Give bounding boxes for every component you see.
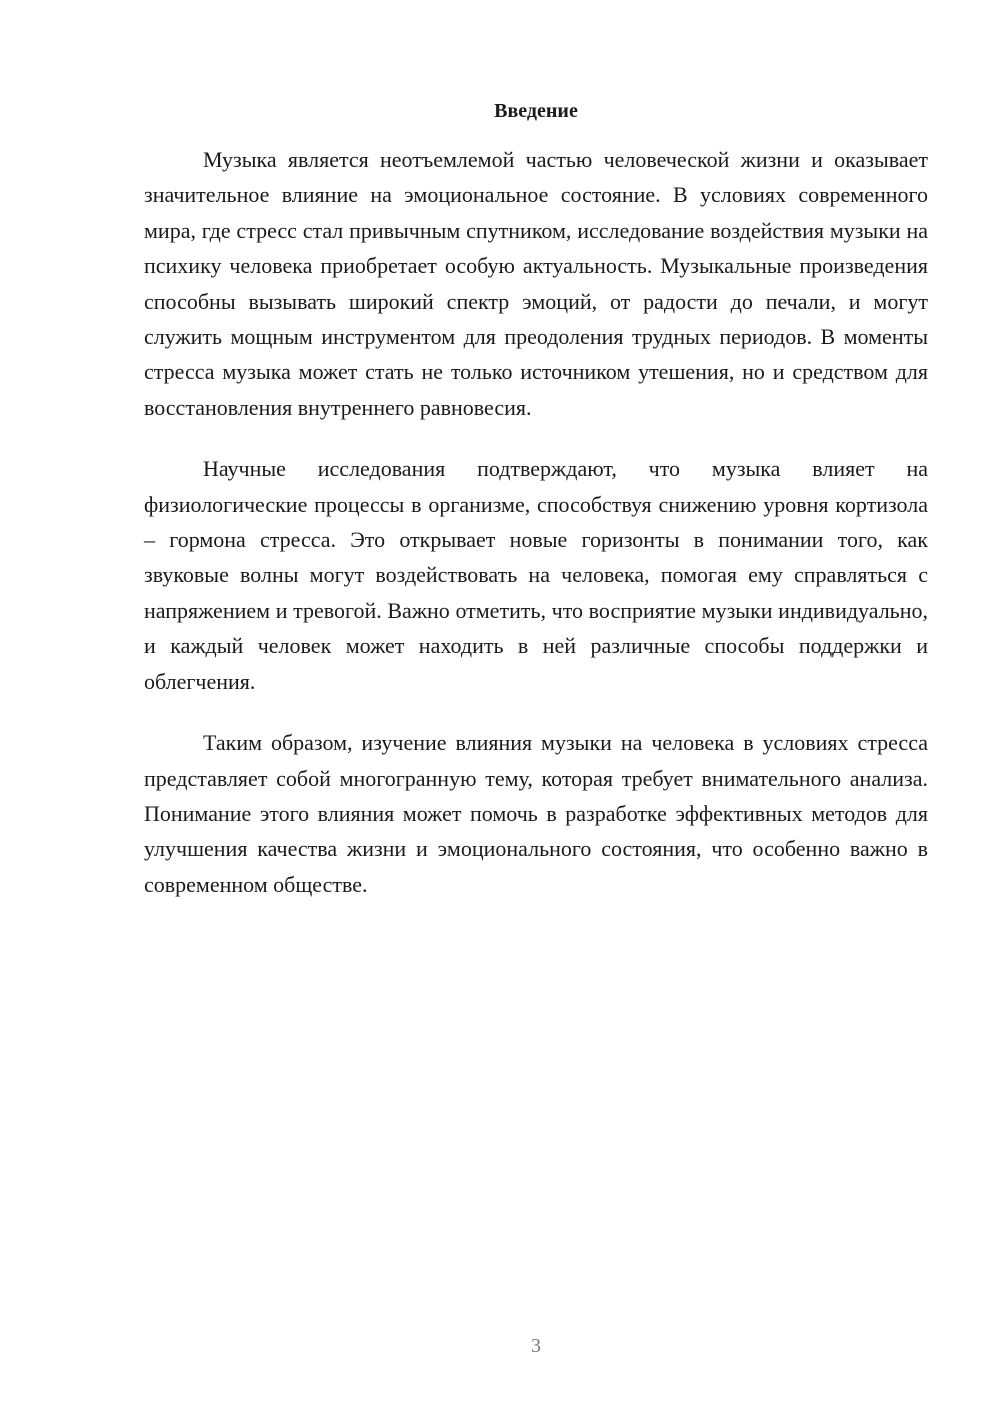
page-number: 3 <box>531 1335 541 1357</box>
paragraph: Таким образом, изучение влияния музыки на человека в условиях стресса представляет собой многогранную тему, которая требует внимательного анализа. Понимание этого влияния может помочь в разработке эффективных методов для улучшения качества жизни и эмоционального состояния, что особенно важно в современном обществе. <box>144 730 928 897</box>
paragraph: Научные исследования подтверждают, что музыка влияет на физиологические процессы в организме, способствуя снижению уровня кортизола – гормона стресса. Это открывает новые горизонты в понимании того, как звуковые волны могут воздействовать на человека, помогая ему справляться с напряжением и тревогой. Важно отметить, что восприятие музыки индивидуально, и каждый человек может находить в ней различные способы поддержки и облегчения. <box>144 456 928 694</box>
body-text <box>144 142 928 928</box>
paragraph: Музыка является неотъемлемой частью человеческой жизни и оказывает значительное влияние на эмоциональное состояние. В условиях современного мира, где стресс стал привычным спутником, исследование воздействия музыки на психику человека приобретает особую актуальность. Музыкальные произведения способны вызывать широкий спектр эмоций, от радости до печали, и могут служить мощным инструментом для преодоления трудных периодов. В моменты стресса музыка может стать не только источником утешения, но и средством для восстановления внутреннего равновесия. <box>144 147 928 420</box>
page-heading: Введение <box>494 100 578 122</box>
